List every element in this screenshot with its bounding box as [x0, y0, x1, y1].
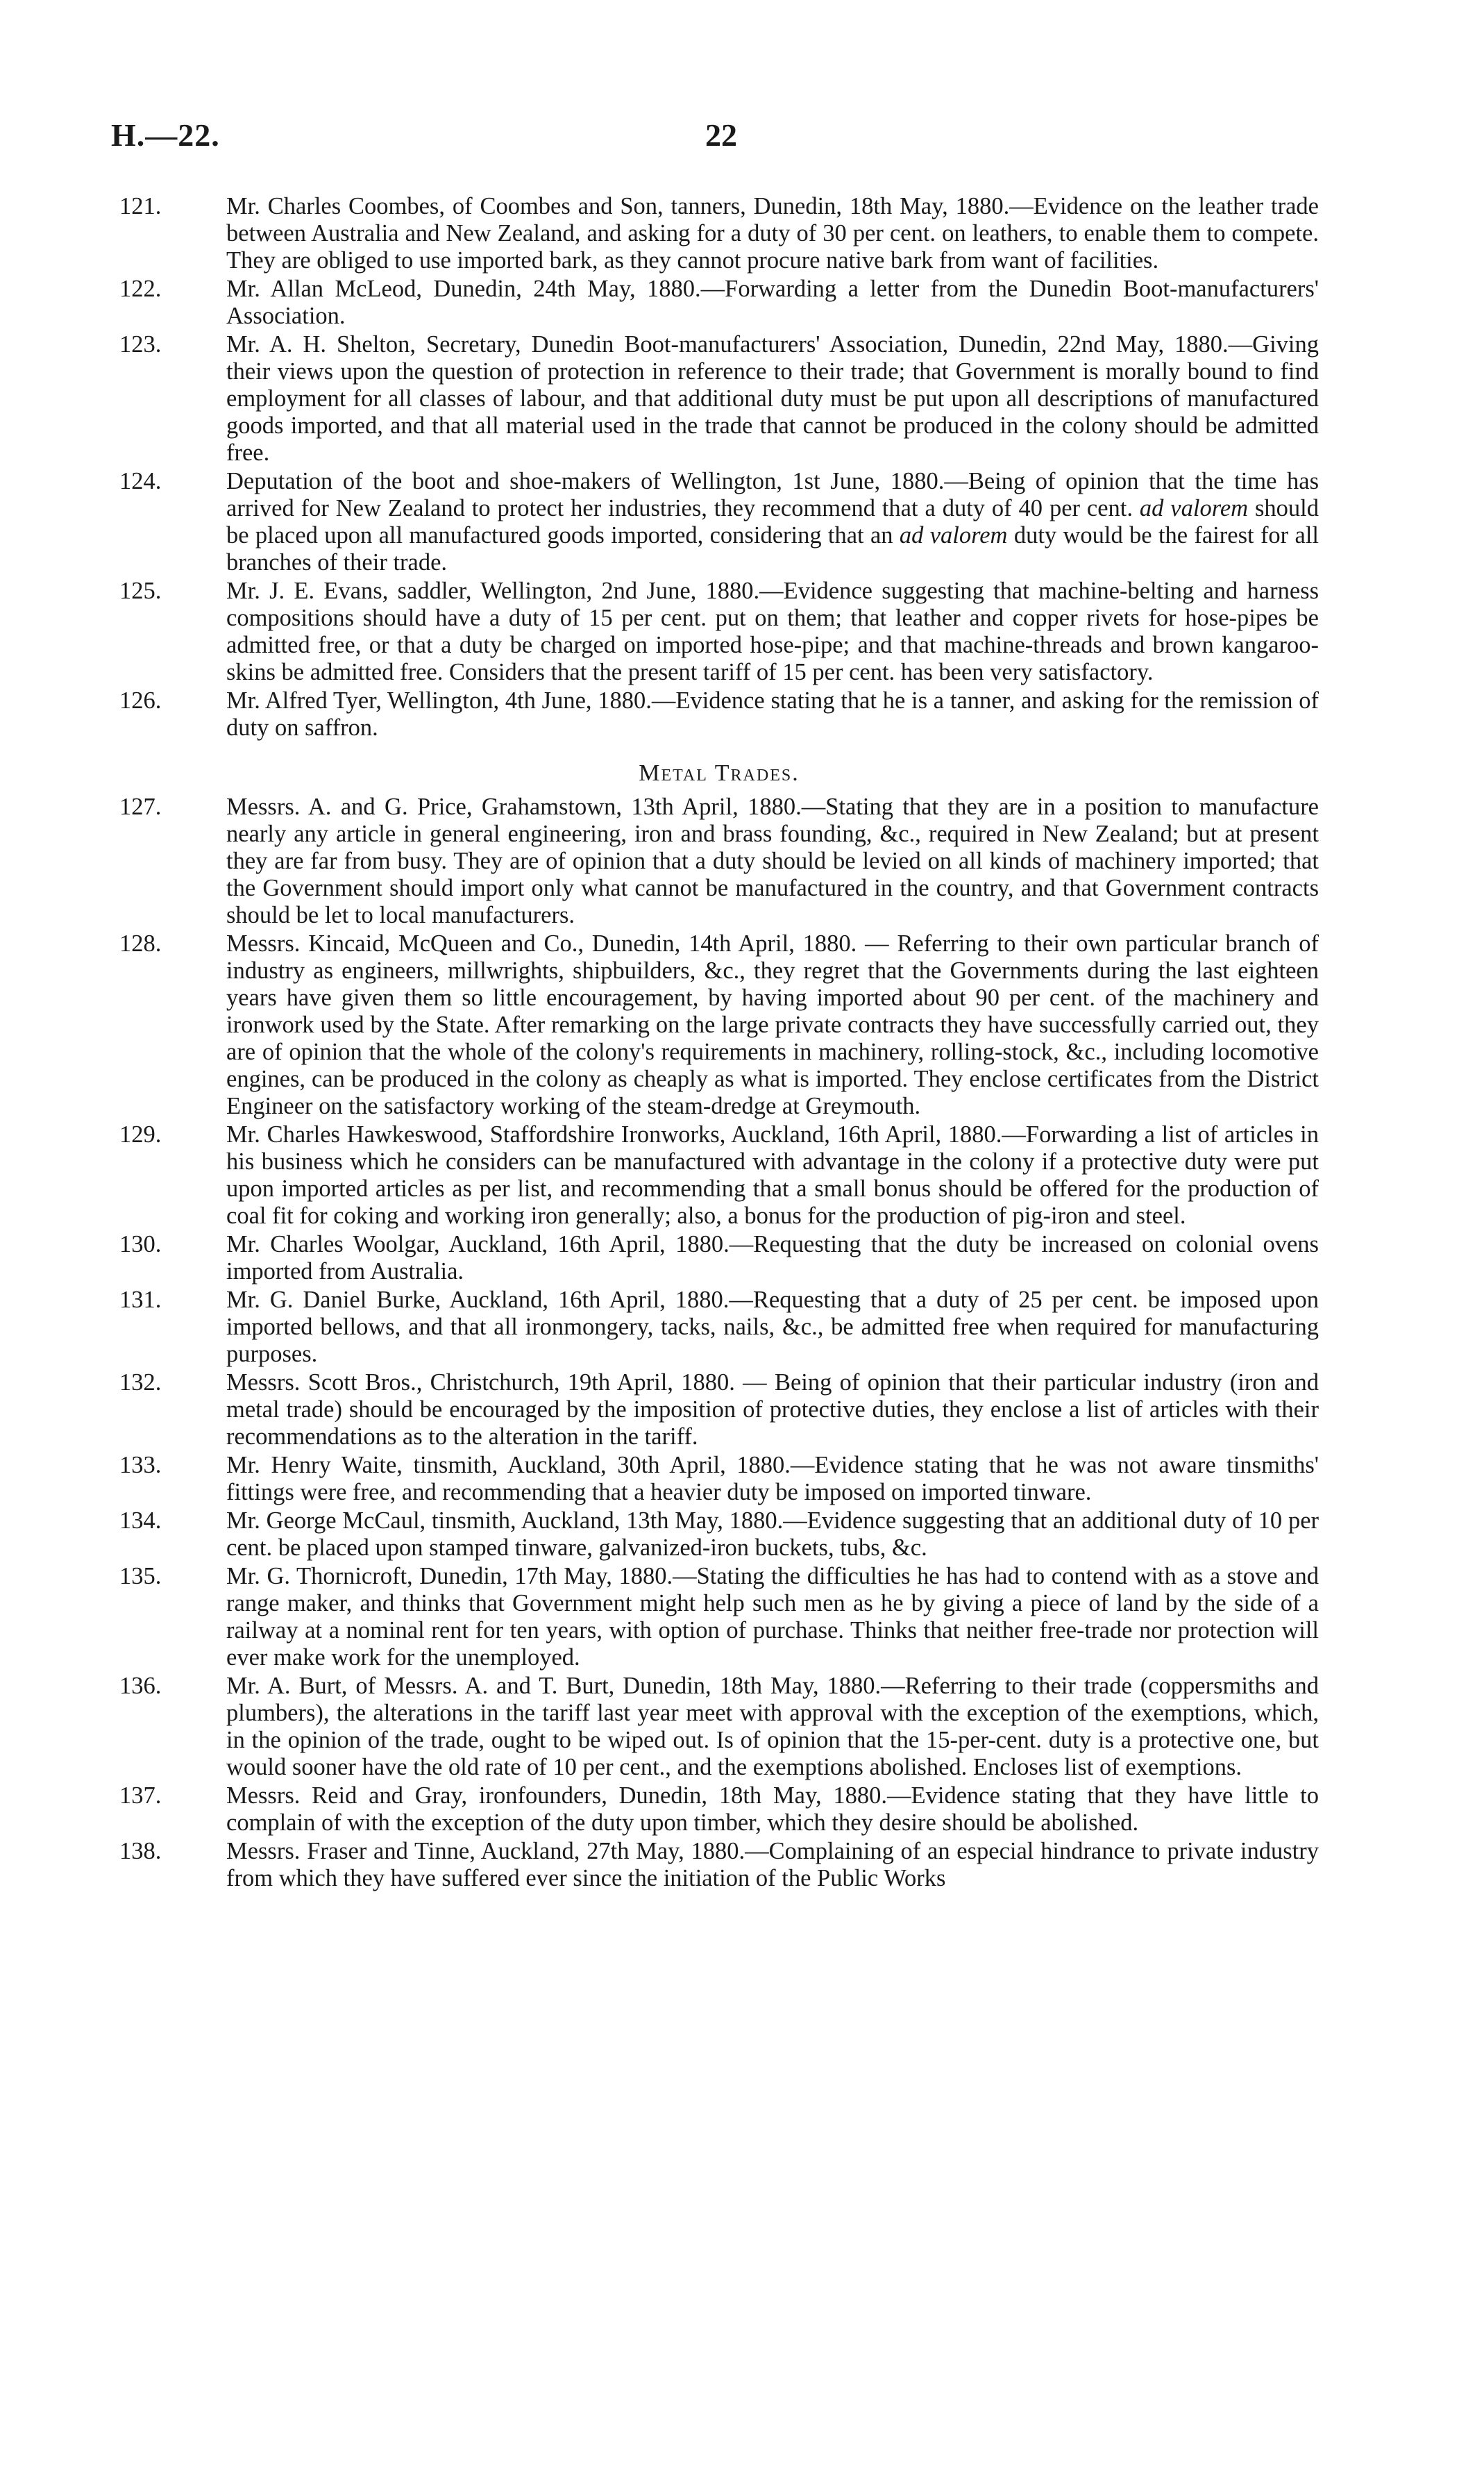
entry-text: Messrs. Kincaid, McQueen and Co., Dunedin, 14th April, 1880. — Referring to their own particular branch of industry as engineers, millwrights, shipbuilders, &c., they regret that the Governments during the last eighteen years have given them so little encouragement, by having imported about 90 per cent. of the machinery and ironwork used by the State. After remarking on the large private contracts they have successfully carried out, they are of opinion that the whole of the colony's requirements in machinery, rolling-stock, &c., including locomotive engines, can be produced in the colony as cheaply as what is imported. They enclose certificates from the District Engineer on the satisfactory working of the steam-dredge at Greymouth.: [226, 930, 1319, 1119]
entry-text: Mr. Charles Woolgar, Auckland, 16th April, 1880.—Requesting that the duty be increased on colonial ovens imported from Australia.: [226, 1231, 1319, 1285]
entry-number: 131.: [119, 1287, 162, 1313]
list-item: [119, 930, 1319, 1120]
list-item: [119, 276, 1319, 330]
entry-number: 125.: [119, 578, 162, 604]
entry-text: Mr. Allan McLeod, Dunedin, 24th May, 1880.—Forwarding a letter from the Dunedin Boot-manufacturers' Association.: [226, 276, 1319, 329]
entry-text: Mr. A. H. Shelton, Secretary, Dunedin Boot-manufacturers' Association, Dunedin, 22nd May, 1880.—Giving their views upon the question of protection in reference to their trade; that Government is morally bound to find employment for all classes of labour, and that additional duty must be put upon all descriptions of manufactured goods imported, and that all material used in the trade that cannot be produced in the colony should be admitted free.: [226, 331, 1319, 466]
document-reference: H.—22.: [111, 117, 220, 153]
list-item: [119, 1121, 1319, 1230]
entry-text: Mr. A. Burt, of Messrs. A. and T. Burt, Dunedin, 18th May, 1880.—Referring to their trade (coppersmiths and plumbers), the alterations in the tariff last year meet with approval with the exception of the exemptions, which, in the opinion of the trade, ought to be wiped out. Is of opinion that the 15-per-cent. duty is a protective one, but would sooner have the old rate of 10 per cent., and the exemptions abolished. Encloses list of exemptions.: [226, 1673, 1319, 1780]
entry-text: Messrs. A. and G. Price, Grahamstown, 13th April, 1880.—Stating that they are in a position to manufacture nearly any article in general engineering, iron and brass founding, &c., required in New Zealand; but at present they are far from busy. They are of opinion that a duty should be levied on all kinds of machinery imported; that the Government should import only what cannot be manufactured in the country, and that Government contracts should be let to local manufacturers.: [226, 794, 1319, 928]
list-item: [119, 1673, 1319, 1781]
entry-text: Messrs. Fraser and Tinne, Auckland, 27th May, 1880.—Complaining of an especial hindrance to private industry from which they have suffered ever since the initiation of the Public Works: [226, 1838, 1319, 1891]
entry-number: 123.: [119, 331, 162, 358]
entry-number: 127.: [119, 794, 162, 820]
list-item: [119, 331, 1319, 467]
entry-number: 136.: [119, 1673, 162, 1699]
list-item: [119, 1452, 1319, 1506]
entry-number: 130.: [119, 1231, 162, 1257]
entry-text: Mr. G. Thornicroft, Dunedin, 17th May, 1880.—Stating the difficulties he has had to contend with as a stove and range maker, and thinks that Government might help such men as he by giving a piece of land by the side of a railway at a nominal rent for ten years, with option of purchase. Thinks that neither free-trade nor protection will ever make work for the unemployed.: [226, 1563, 1319, 1671]
entry-text: Mr. Charles Coombes, of Coombes and Son, tanners, Dunedin, 18th May, 1880.—Evidence on the leather trade between Australia and New Zealand, and asking for a duty of 30 per cent. on leathers, to enable them to compete. They are obliged to use imported bark, as they cannot procure native bark from want of facilities.: [226, 193, 1319, 274]
list-item: [119, 1563, 1319, 1671]
entry-number: 129.: [119, 1121, 162, 1148]
page-number: 22: [705, 117, 737, 153]
entry-number: 138.: [119, 1838, 162, 1864]
list-item: [119, 1231, 1319, 1285]
entry-text: Mr. J. E. Evans, saddler, Wellington, 2nd June, 1880.—Evidence suggesting that machine-belting and harness compositions should have a duty of 15 per cent. put on them; that leather and copper rivets for hose-pipes be admitted free, or that a duty be charged on imported hose-pipe; and that machine-threads and brown kangaroo-skins be admitted free. Considers that the present tariff of 15 per cent. has been very satisfactory.: [226, 578, 1319, 685]
section-heading: Metal Trades.: [639, 760, 800, 786]
entry-text: Mr. G. Daniel Burke, Auckland, 16th April, 1880.—Requesting that a duty of 25 per cent. be imposed upon imported bellows, and that all ironmongery, tacks, nails, &c., be admitted free when required for manufacturing purposes.: [226, 1287, 1319, 1367]
entry-text: Mr. George McCaul, tinsmith, Auckland, 13th May, 1880.—Evidence suggesting that an additional duty of 10 per cent. be placed upon stamped tinware, galvanized-iron buckets, tubs, &c.: [226, 1507, 1319, 1561]
entry-number: 132.: [119, 1369, 162, 1396]
entry-number: 126.: [119, 687, 162, 714]
entry-number: 137.: [119, 1782, 162, 1809]
entry-text: [226, 468, 1319, 576]
italic-term: ad valorem: [899, 522, 1008, 549]
document-body: [119, 193, 1319, 1893]
entry-list-leather: [119, 193, 1319, 742]
entry-text: Mr. Charles Hawkeswood, Staffordshire Ironworks, Auckland, 16th April, 1880.—Forwarding a list of articles in his business which he considers can be manufactured with advantage in the colony if a protective duty were put upon imported articles as per list, and recommending that a small bonus should be offered for the production of coal fit for coking and working iron generally; also, a bonus for the production of pig-iron and steel.: [226, 1121, 1319, 1229]
list-item: [119, 687, 1319, 742]
entry-number: 135.: [119, 1563, 162, 1589]
list-item: [119, 794, 1319, 929]
entry-number: 121.: [119, 193, 162, 219]
italic-term: ad valorem: [1139, 495, 1249, 521]
list-item: [119, 578, 1319, 686]
list-item: [119, 1369, 1319, 1450]
entry-text: Mr. Alfred Tyer, Wellington, 4th June, 1880.—Evidence stating that he is a tanner, and asking for the remission of duty on saffron.: [226, 687, 1319, 741]
entry-number: 133.: [119, 1452, 162, 1478]
entry-number: 128.: [119, 930, 162, 957]
entry-number: 122.: [119, 276, 162, 302]
entry-number: 124.: [119, 468, 162, 494]
entry-text: Mr. Henry Waite, tinsmith, Auckland, 30th April, 1880.—Evidence stating that he was not aware tinsmiths' fittings were free, and recommending that a heavier duty be imposed on imported tinware.: [226, 1452, 1319, 1505]
list-item: [119, 1838, 1319, 1892]
list-item: [119, 1782, 1319, 1837]
entry-text: Messrs. Reid and Gray, ironfounders, Dunedin, 18th May, 1880.—Evidence stating that they have little to complain of with the exception of the duty upon timber, which they desire should be abolished.: [226, 1782, 1319, 1836]
entry-text-part: should be placed upon all manufactured goods imported, considering that an: [226, 495, 1319, 549]
list-item: [119, 1287, 1319, 1368]
list-item: [119, 1507, 1319, 1562]
list-item: [119, 193, 1319, 274]
entry-list-metal: [119, 794, 1319, 1892]
entry-number: 134.: [119, 1507, 162, 1534]
list-item: [119, 468, 1319, 576]
entry-text-part: Deputation of the boot and shoe-makers of Wellington, 1st June, 1880.—Being of opinion that the time has arrived for New Zealand to protect her industries, they recommend that a duty of 40 per cent.: [226, 468, 1319, 521]
entry-text: Messrs. Scott Bros., Christchurch, 19th April, 1880. — Being of opinion that their particular industry (iron and metal trade) should be encouraged by the imposition of protective duties, they enclose a list of articles with their recommendations as to the alteration in the tariff.: [226, 1369, 1319, 1450]
entry-text-part: duty would be the fairest for all branches of their trade.: [226, 522, 1319, 576]
